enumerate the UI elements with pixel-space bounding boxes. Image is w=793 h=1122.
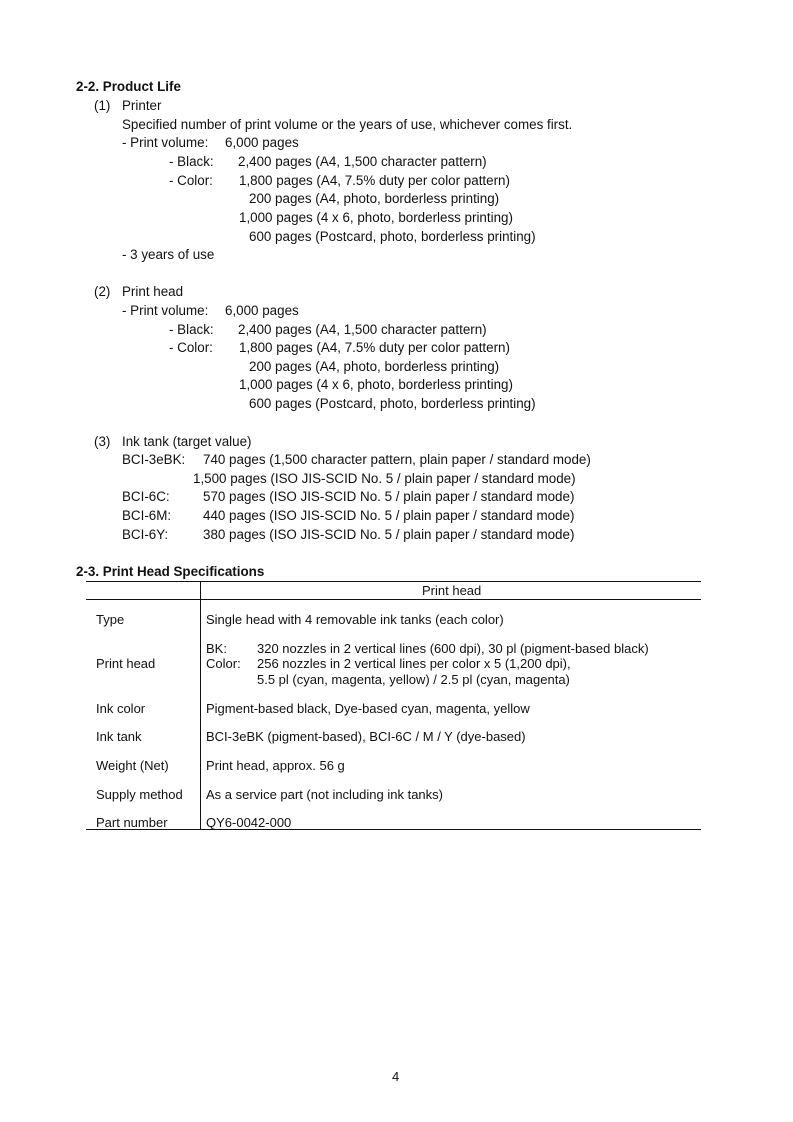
printhead-color-value: 200 pages (A4, photo, borderless printing)	[249, 359, 500, 374]
table-row-value: Single head with 4 removable ink tanks (each color)	[206, 612, 504, 627]
printer-color-value: 600 pages (Postcard, photo, borderless printing)	[249, 229, 536, 244]
table-header-rule	[86, 599, 701, 600]
printer-title: Printer	[122, 98, 162, 113]
page-number: 4	[392, 1069, 400, 1084]
printer-black-label: - Black:	[169, 154, 214, 169]
table-row-label: Type	[96, 612, 125, 627]
printer-volume-label: - Print volume:	[122, 135, 209, 150]
table-column-divider	[200, 581, 201, 829]
table-bottom-rule	[86, 829, 701, 830]
inktank-value: 740 pages (1,500 character pattern, plain paper / standard mode)	[203, 452, 591, 467]
table-row-bk-value: 320 nozzles in 2 vertical lines (600 dpi), 30 pl (pigment-based black)	[257, 641, 649, 656]
section-heading-product-life: 2-2. Product Life	[76, 79, 181, 94]
printhead-title: Print head	[122, 284, 184, 299]
printer-item-number: (1)	[94, 98, 111, 113]
table-column-header: Print head	[422, 583, 482, 598]
inktank-value: 440 pages (ISO JIS-SCID No. 5 / plain paper / standard mode)	[203, 508, 575, 523]
printer-color-value: 1,800 pages (A4, 7.5% duty per color pattern)	[239, 173, 510, 188]
printer-color-value: 1,000 pages (4 x 6, photo, borderless printing)	[239, 210, 513, 225]
inktank-item-number: (3)	[94, 434, 111, 449]
inktank-value: 1,500 pages (ISO JIS-SCID No. 5 / plain paper / standard mode)	[193, 471, 576, 486]
table-row-value: As a service part (not including ink tanks)	[206, 787, 443, 802]
table-row-value: Print head, approx. 56 g	[206, 758, 345, 773]
table-row-label: Supply method	[96, 787, 183, 802]
printer-volume-value: 6,000 pages	[225, 135, 299, 150]
table-row-color-label: Color:	[206, 656, 241, 671]
inktank-value: 570 pages (ISO JIS-SCID No. 5 / plain paper / standard mode)	[203, 489, 575, 504]
printhead-black-value: 2,400 pages (A4, 1,500 character pattern)	[238, 322, 487, 337]
table-top-rule	[86, 581, 701, 582]
table-row-label: Part number	[96, 815, 168, 830]
table-row-bk-label: BK:	[206, 641, 227, 656]
printer-color-label: - Color:	[169, 173, 213, 188]
printhead-color-value: 600 pages (Postcard, photo, borderless printing)	[249, 396, 536, 411]
inktank-label: BCI-3eBK:	[122, 452, 186, 467]
printer-color-value: 200 pages (A4, photo, borderless printing)	[249, 191, 500, 206]
printhead-color-value: 1,000 pages (4 x 6, photo, borderless printing)	[239, 377, 513, 392]
inktank-label: BCI-6Y:	[122, 527, 169, 542]
table-row-value: BCI-3eBK (pigment-based), BCI-6C / M / Y (dye-based)	[206, 729, 526, 744]
printhead-black-label: - Black:	[169, 322, 214, 337]
table-row-label: Print head	[96, 656, 156, 671]
inktank-title: Ink tank (target value)	[122, 434, 252, 449]
printhead-color-label: - Color:	[169, 340, 213, 355]
table-row-label: Ink tank	[96, 729, 142, 744]
section-heading-print-head-specs: 2-3. Print Head Specifications	[76, 564, 265, 579]
inktank-label: BCI-6M:	[122, 508, 172, 523]
inktank-value: 380 pages (ISO JIS-SCID No. 5 / plain paper / standard mode)	[203, 527, 575, 542]
printer-years: - 3 years of use	[122, 247, 215, 262]
table-row-value: QY6-0042-000	[206, 815, 292, 830]
printhead-volume-value: 6,000 pages	[225, 303, 299, 318]
table-row-label: Ink color	[96, 701, 146, 716]
table-row-color-value: 256 nozzles in 2 vertical lines per color x 5 (1,200 dpi),	[257, 656, 571, 671]
table-row-color-value: 5.5 pl (cyan, magenta, yellow) / 2.5 pl (cyan, magenta)	[257, 672, 570, 687]
inktank-label: BCI-6C:	[122, 489, 170, 504]
printhead-volume-label: - Print volume:	[122, 303, 209, 318]
printer-description: Specified number of print volume or the years of use, whichever comes first.	[122, 117, 573, 132]
printhead-color-value: 1,800 pages (A4, 7.5% duty per color pattern)	[239, 340, 510, 355]
printhead-item-number: (2)	[94, 284, 111, 299]
printer-black-value: 2,400 pages (A4, 1,500 character pattern)	[238, 154, 487, 169]
table-row-value: Pigment-based black, Dye-based cyan, magenta, yellow	[206, 701, 530, 716]
table-row-label: Weight (Net)	[96, 758, 169, 773]
